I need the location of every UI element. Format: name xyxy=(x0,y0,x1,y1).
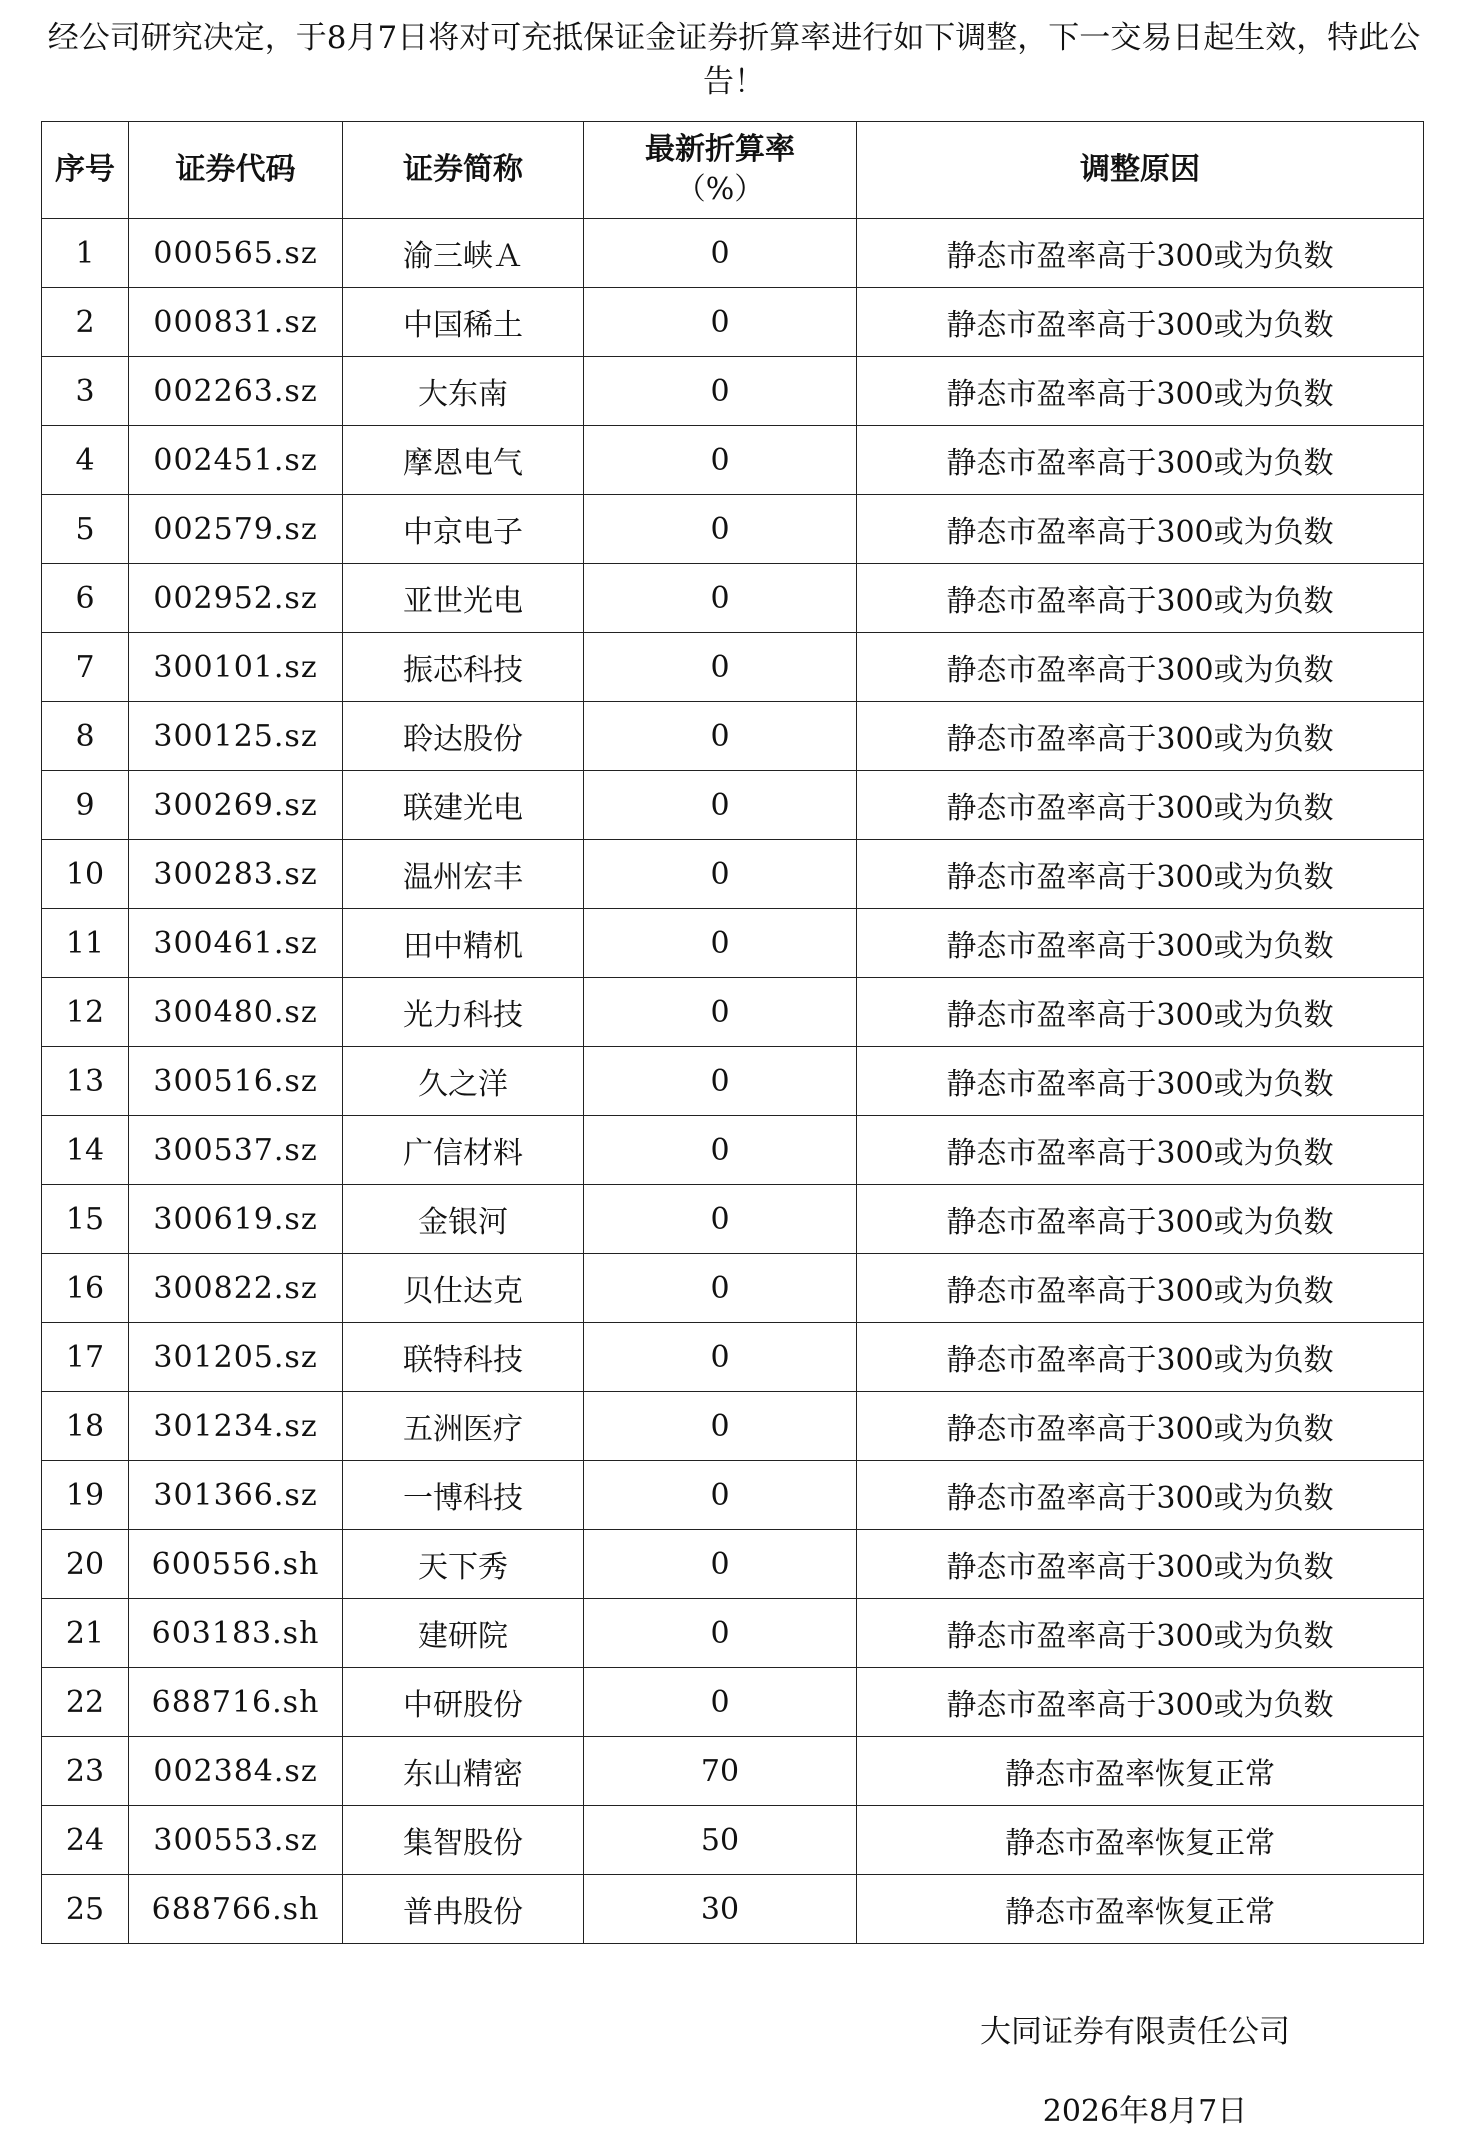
cell-code: 002579.sz xyxy=(129,495,343,564)
cell-code: 300461.sz xyxy=(129,909,343,978)
cell-name: 聆达股份 xyxy=(343,702,584,771)
cell-name: 亚世光电 xyxy=(343,564,584,633)
cell-seq: 16 xyxy=(42,1254,129,1323)
table-row xyxy=(42,219,1424,288)
cell-rate: 0 xyxy=(584,495,857,564)
cell-code: 300553.sz xyxy=(129,1806,343,1875)
cell-rate: 0 xyxy=(584,978,857,1047)
cell-name: 田中精机 xyxy=(343,909,584,978)
cell-code: 300619.sz xyxy=(129,1185,343,1254)
table-row xyxy=(42,1323,1424,1392)
cell-rate: 0 xyxy=(584,1461,857,1530)
cell-seq: 18 xyxy=(42,1392,129,1461)
cell-name: 建研院 xyxy=(343,1599,584,1668)
cell-rate: 0 xyxy=(584,702,857,771)
cell-seq: 2 xyxy=(42,288,129,357)
cell-reason: 静态市盈率高于300或为负数 xyxy=(857,978,1424,1047)
table-row xyxy=(42,1254,1424,1323)
cell-code: 300283.sz xyxy=(129,840,343,909)
cell-reason: 静态市盈率恢复正常 xyxy=(857,1737,1424,1806)
table-row xyxy=(42,357,1424,426)
table-row xyxy=(42,426,1424,495)
cell-seq: 25 xyxy=(42,1875,129,1944)
cell-reason: 静态市盈率高于300或为负数 xyxy=(857,633,1424,702)
table-row xyxy=(42,909,1424,978)
table-row xyxy=(42,771,1424,840)
cell-code: 300822.sz xyxy=(129,1254,343,1323)
cell-seq: 7 xyxy=(42,633,129,702)
header-seq: 序号 xyxy=(42,122,129,219)
table-row xyxy=(42,1461,1424,1530)
cell-rate: 0 xyxy=(584,1668,857,1737)
cell-code: 002263.sz xyxy=(129,357,343,426)
cell-code: 000565.sz xyxy=(129,219,343,288)
table-row xyxy=(42,1185,1424,1254)
cell-code: 300537.sz xyxy=(129,1116,343,1185)
table-row xyxy=(42,702,1424,771)
cell-name: 渝三峡Ａ xyxy=(343,219,584,288)
cell-seq: 20 xyxy=(42,1530,129,1599)
cell-rate: 0 xyxy=(584,1047,857,1116)
cell-rate: 0 xyxy=(584,1530,857,1599)
cell-seq: 4 xyxy=(42,426,129,495)
cell-name: 光力科技 xyxy=(343,978,584,1047)
cell-name: 振芯科技 xyxy=(343,633,584,702)
cell-rate: 30 xyxy=(584,1875,857,1944)
cell-rate: 0 xyxy=(584,1116,857,1185)
cell-reason: 静态市盈率高于300或为负数 xyxy=(857,1047,1424,1116)
cell-reason: 静态市盈率高于300或为负数 xyxy=(857,288,1424,357)
cell-reason: 静态市盈率高于300或为负数 xyxy=(857,1185,1424,1254)
cell-rate: 0 xyxy=(584,357,857,426)
cell-reason: 静态市盈率高于300或为负数 xyxy=(857,1323,1424,1392)
cell-code: 300516.sz xyxy=(129,1047,343,1116)
cell-name: 摩恩电气 xyxy=(343,426,584,495)
cell-name: 五洲医疗 xyxy=(343,1392,584,1461)
table-header-row xyxy=(42,122,1424,219)
table-row xyxy=(42,1737,1424,1806)
header-rate xyxy=(584,122,857,219)
cell-code: 688716.sh xyxy=(129,1668,343,1737)
cell-reason: 静态市盈率高于300或为负数 xyxy=(857,426,1424,495)
cell-code: 000831.sz xyxy=(129,288,343,357)
table-row xyxy=(42,1047,1424,1116)
cell-seq: 5 xyxy=(42,495,129,564)
cell-rate: 0 xyxy=(584,771,857,840)
cell-reason: 静态市盈率恢复正常 xyxy=(857,1806,1424,1875)
cell-rate: 0 xyxy=(584,564,857,633)
cell-seq: 9 xyxy=(42,771,129,840)
table-body xyxy=(42,219,1424,1944)
cell-rate: 0 xyxy=(584,840,857,909)
cell-code: 002451.sz xyxy=(129,426,343,495)
company-name: 大同证券有限责任公司 xyxy=(980,2014,1290,2050)
cell-code: 300101.sz xyxy=(129,633,343,702)
cell-seq: 15 xyxy=(42,1185,129,1254)
cell-rate: 0 xyxy=(584,909,857,978)
cell-seq: 21 xyxy=(42,1599,129,1668)
cell-code: 600556.sh xyxy=(129,1530,343,1599)
header-name: 证券简称 xyxy=(343,122,584,219)
cell-code: 603183.sh xyxy=(129,1599,343,1668)
cell-seq: 8 xyxy=(42,702,129,771)
cell-code: 301205.sz xyxy=(129,1323,343,1392)
header-reason: 调整原因 xyxy=(857,122,1424,219)
table-row xyxy=(42,1875,1424,1944)
cell-rate: 0 xyxy=(584,1323,857,1392)
cell-reason: 静态市盈率高于300或为负数 xyxy=(857,1530,1424,1599)
cell-code: 688766.sh xyxy=(129,1875,343,1944)
cell-rate: 0 xyxy=(584,426,857,495)
cell-code: 002952.sz xyxy=(129,564,343,633)
cell-reason: 静态市盈率高于300或为负数 xyxy=(857,771,1424,840)
cell-name: 一博科技 xyxy=(343,1461,584,1530)
cell-rate: 0 xyxy=(584,219,857,288)
cell-seq: 11 xyxy=(42,909,129,978)
notice-date: 2026年8月7日 xyxy=(1042,2094,1248,2129)
cell-name: 久之洋 xyxy=(343,1047,584,1116)
cell-name: 天下秀 xyxy=(343,1530,584,1599)
cell-reason: 静态市盈率恢复正常 xyxy=(857,1875,1424,1944)
cell-seq: 23 xyxy=(42,1737,129,1806)
cell-code: 300269.sz xyxy=(129,771,343,840)
cell-seq: 1 xyxy=(42,219,129,288)
cell-seq: 24 xyxy=(42,1806,129,1875)
cell-name: 普冉股份 xyxy=(343,1875,584,1944)
cell-seq: 19 xyxy=(42,1461,129,1530)
cell-code: 002384.sz xyxy=(129,1737,343,1806)
cell-name: 中国稀土 xyxy=(343,288,584,357)
cell-reason: 静态市盈率高于300或为负数 xyxy=(857,840,1424,909)
cell-name: 中研股份 xyxy=(343,1668,584,1737)
cell-seq: 14 xyxy=(42,1116,129,1185)
cell-name: 集智股份 xyxy=(343,1806,584,1875)
cell-reason: 静态市盈率高于300或为负数 xyxy=(857,1254,1424,1323)
cell-seq: 6 xyxy=(42,564,129,633)
cell-reason: 静态市盈率高于300或为负数 xyxy=(857,1392,1424,1461)
table-row xyxy=(42,564,1424,633)
table-row xyxy=(42,978,1424,1047)
cell-reason: 静态市盈率高于300或为负数 xyxy=(857,495,1424,564)
adjustment-table xyxy=(41,121,1424,1944)
cell-code: 300125.sz xyxy=(129,702,343,771)
cell-reason: 静态市盈率高于300或为负数 xyxy=(857,1461,1424,1530)
cell-name: 金银河 xyxy=(343,1185,584,1254)
cell-name: 广信材料 xyxy=(343,1116,584,1185)
notice-intro: 经公司研究决定，于8月7日将对可充抵保证金证券折算率进行如下调整，下一交易日起生效，特此公告！ xyxy=(47,20,1421,100)
table-row xyxy=(42,1806,1424,1875)
table-row xyxy=(42,1392,1424,1461)
table-row xyxy=(42,1668,1424,1737)
cell-reason: 静态市盈率高于300或为负数 xyxy=(857,909,1424,978)
cell-name: 联特科技 xyxy=(343,1323,584,1392)
cell-name: 东山精密 xyxy=(343,1737,584,1806)
cell-rate: 0 xyxy=(584,1392,857,1461)
cell-code: 301366.sz xyxy=(129,1461,343,1530)
cell-name: 大东南 xyxy=(343,357,584,426)
header-code: 证券代码 xyxy=(129,122,343,219)
cell-reason: 静态市盈率高于300或为负数 xyxy=(857,1116,1424,1185)
cell-seq: 12 xyxy=(42,978,129,1047)
cell-seq: 13 xyxy=(42,1047,129,1116)
table-row xyxy=(42,495,1424,564)
table-row xyxy=(42,1116,1424,1185)
table-row xyxy=(42,840,1424,909)
cell-code: 301234.sz xyxy=(129,1392,343,1461)
cell-name: 温州宏丰 xyxy=(343,840,584,909)
cell-name: 联建光电 xyxy=(343,771,584,840)
cell-rate: 50 xyxy=(584,1806,857,1875)
cell-rate: 0 xyxy=(584,633,857,702)
cell-rate: 0 xyxy=(584,1254,857,1323)
cell-rate: 0 xyxy=(584,1599,857,1668)
cell-seq: 22 xyxy=(42,1668,129,1737)
table-row xyxy=(42,1599,1424,1668)
cell-reason: 静态市盈率高于300或为负数 xyxy=(857,1668,1424,1737)
cell-seq: 17 xyxy=(42,1323,129,1392)
cell-seq: 3 xyxy=(42,357,129,426)
cell-name: 贝仕达克 xyxy=(343,1254,584,1323)
cell-rate: 0 xyxy=(584,288,857,357)
cell-seq: 10 xyxy=(42,840,129,909)
cell-reason: 静态市盈率高于300或为负数 xyxy=(857,702,1424,771)
header-rate-line2: （%） xyxy=(675,172,765,207)
cell-name: 中京电子 xyxy=(343,495,584,564)
cell-code: 300480.sz xyxy=(129,978,343,1047)
table-row xyxy=(42,1530,1424,1599)
header-rate-line1: 最新折算率 xyxy=(645,132,795,167)
cell-reason: 静态市盈率高于300或为负数 xyxy=(857,564,1424,633)
cell-rate: 0 xyxy=(584,1185,857,1254)
table-row xyxy=(42,633,1424,702)
cell-reason: 静态市盈率高于300或为负数 xyxy=(857,1599,1424,1668)
table-row xyxy=(42,288,1424,357)
cell-rate: 70 xyxy=(584,1737,857,1806)
cell-reason: 静态市盈率高于300或为负数 xyxy=(857,219,1424,288)
cell-reason: 静态市盈率高于300或为负数 xyxy=(857,357,1424,426)
